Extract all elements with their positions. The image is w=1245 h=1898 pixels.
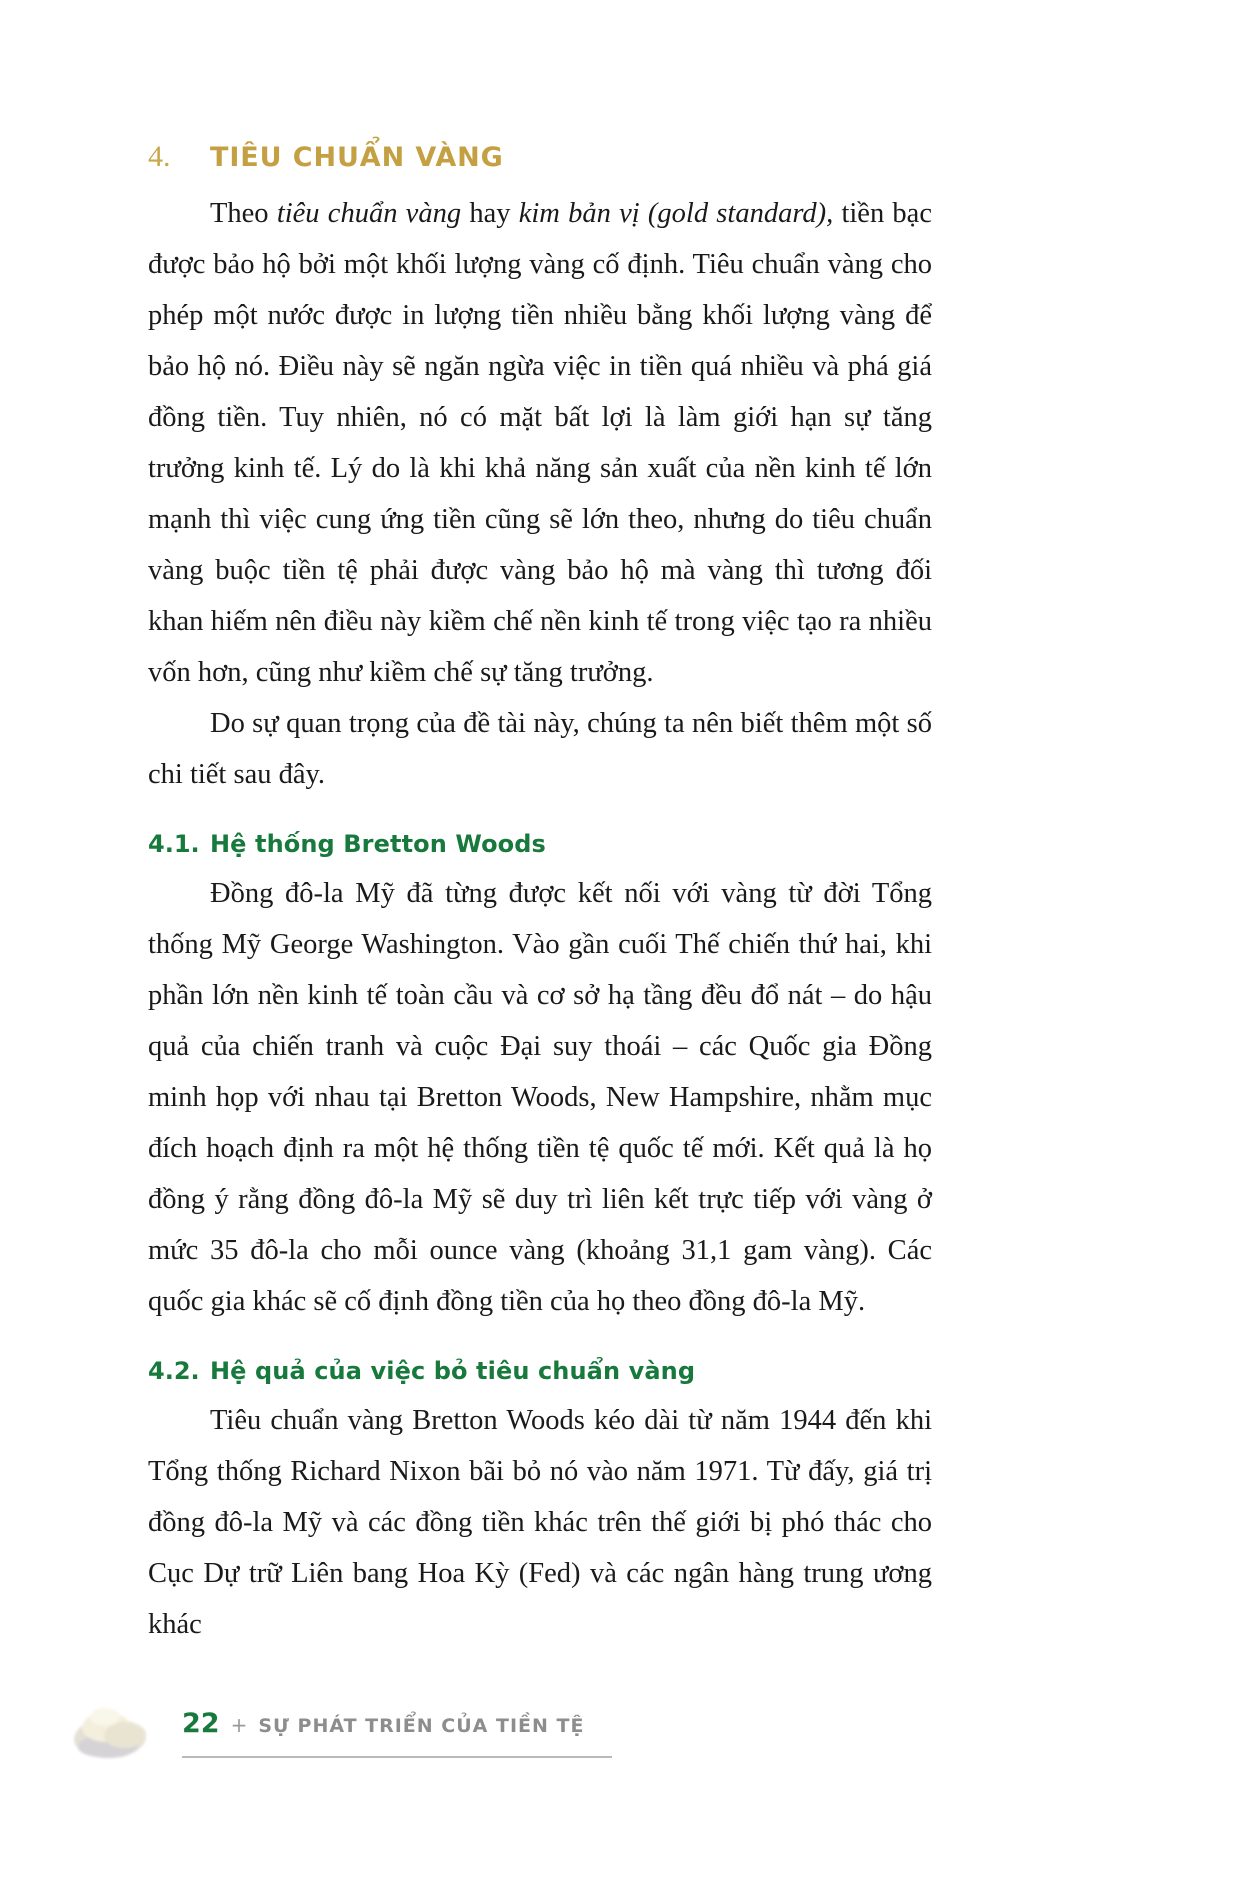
paragraph-intro-1 [148, 188, 932, 698]
footer-separator-icon: + [230, 1713, 248, 1737]
footer-page-number: 22 [182, 1708, 220, 1739]
paragraph-intro-1-italic-2: kim bản vị (gold standard), [518, 198, 834, 229]
paragraph-intro-1-italic-1: tiêu chuẩn vàng [276, 198, 462, 229]
paragraph-section-4-1: Đồng đô-la Mỹ đã từng được kết nối với vàng từ đời Tổng thống Mỹ George Washington. Vào gần cuối Thế chiến thứ hai, khi phần lớn nền kinh tế toàn cầu và cơ sở hạ tầng đều đổ nát – do hậu quả của chiến tranh và cuộc Đại suy thoái – các Quốc gia Đồng minh họp với nhau tại Bretton Woods, New Hampshire, nhằm mục đích hoạch định ra một hệ thống tiền tệ quốc tế mới. Kết quả là họ đồng ý rằng đồng đô-la Mỹ sẽ duy trì liên kết trực tiếp với vàng ở mức 35 đô-la cho mỗi ounce vàng (khoảng 31,1 gam vàng). Các quốc gia khác sẽ cố định đồng tiền của họ theo đồng đô-la Mỹ. [148, 878, 932, 1317]
heading-section-4-1-title: Hệ thống Bretton Woods [210, 830, 546, 858]
heading-section-4 [148, 140, 932, 174]
footer-label-group [182, 1708, 584, 1739]
heading-section-4-2-title: Hệ quả của việc bỏ tiêu chuẩn vàng [210, 1357, 696, 1385]
paragraph-intro-2: Do sự quan trọng của đề tài này, chúng ta nên biết thêm một số chi tiết sau đây. [148, 708, 932, 790]
heading-section-4-2 [148, 1357, 932, 1385]
paragraph-section-4-2: Tiêu chuẩn vàng Bretton Woods kéo dài từ năm 1944 đến khi Tổng thống Richard Nixon bãi bỏ nó vào năm 1971. Từ đấy, giá trị đồng đô-la Mỹ và các đồng tiền khác trên thế giới bị phó thác cho Cục Dự trữ Liên bang Hoa Kỳ (Fed) và các ngân hàng trung ương khác [148, 1405, 932, 1640]
heading-section-4-title: TIÊU CHUẨN VÀNG [210, 142, 504, 173]
gold-nugget-decoration-icon [60, 1700, 170, 1770]
heading-section-4-1 [148, 830, 932, 858]
footer-divider [182, 1756, 612, 1758]
page-footer [60, 1700, 1060, 1780]
paragraph-intro-1-part-b: hay [461, 198, 519, 229]
heading-section-4-number: 4. [148, 140, 171, 173]
heading-section-4-2-number: 4.2. [148, 1357, 200, 1385]
paragraph-intro-1-part-a: Theo [210, 198, 277, 229]
page-content [148, 140, 932, 1650]
paragraph-intro-1-part-c: tiền bạc được bảo hộ bởi một khối lượng vàng cố định. Tiêu chuẩn vàng cho phép một nước được in lượng tiền nhiều bằng khối lượng vàng để bảo hộ nó. Điều này sẽ ngăn ngừa việc in tiền quá nhiều và phá giá đồng tiền. Tuy nhiên, nó có mặt bất lợi là làm giới hạn sự tăng trưởng kinh tế. Lý do là khi khả năng sản xuất của nền kinh tế lớn mạnh thì việc cung ứng tiền cũng sẽ lớn theo, nhưng do tiêu chuẩn vàng buộc tiền tệ phải được vàng bảo hộ mà vàng thì tương đối khan hiếm nên điều này kiềm chế nền kinh tế trong việc tạo ra nhiều vốn hơn, cũng như kiềm chế sự tăng trưởng. [148, 198, 932, 688]
footer-book-title: SỰ PHÁT TRIỂN CỦA TIỀN TỆ [258, 1715, 585, 1737]
heading-section-4-1-number: 4.1. [148, 830, 200, 858]
